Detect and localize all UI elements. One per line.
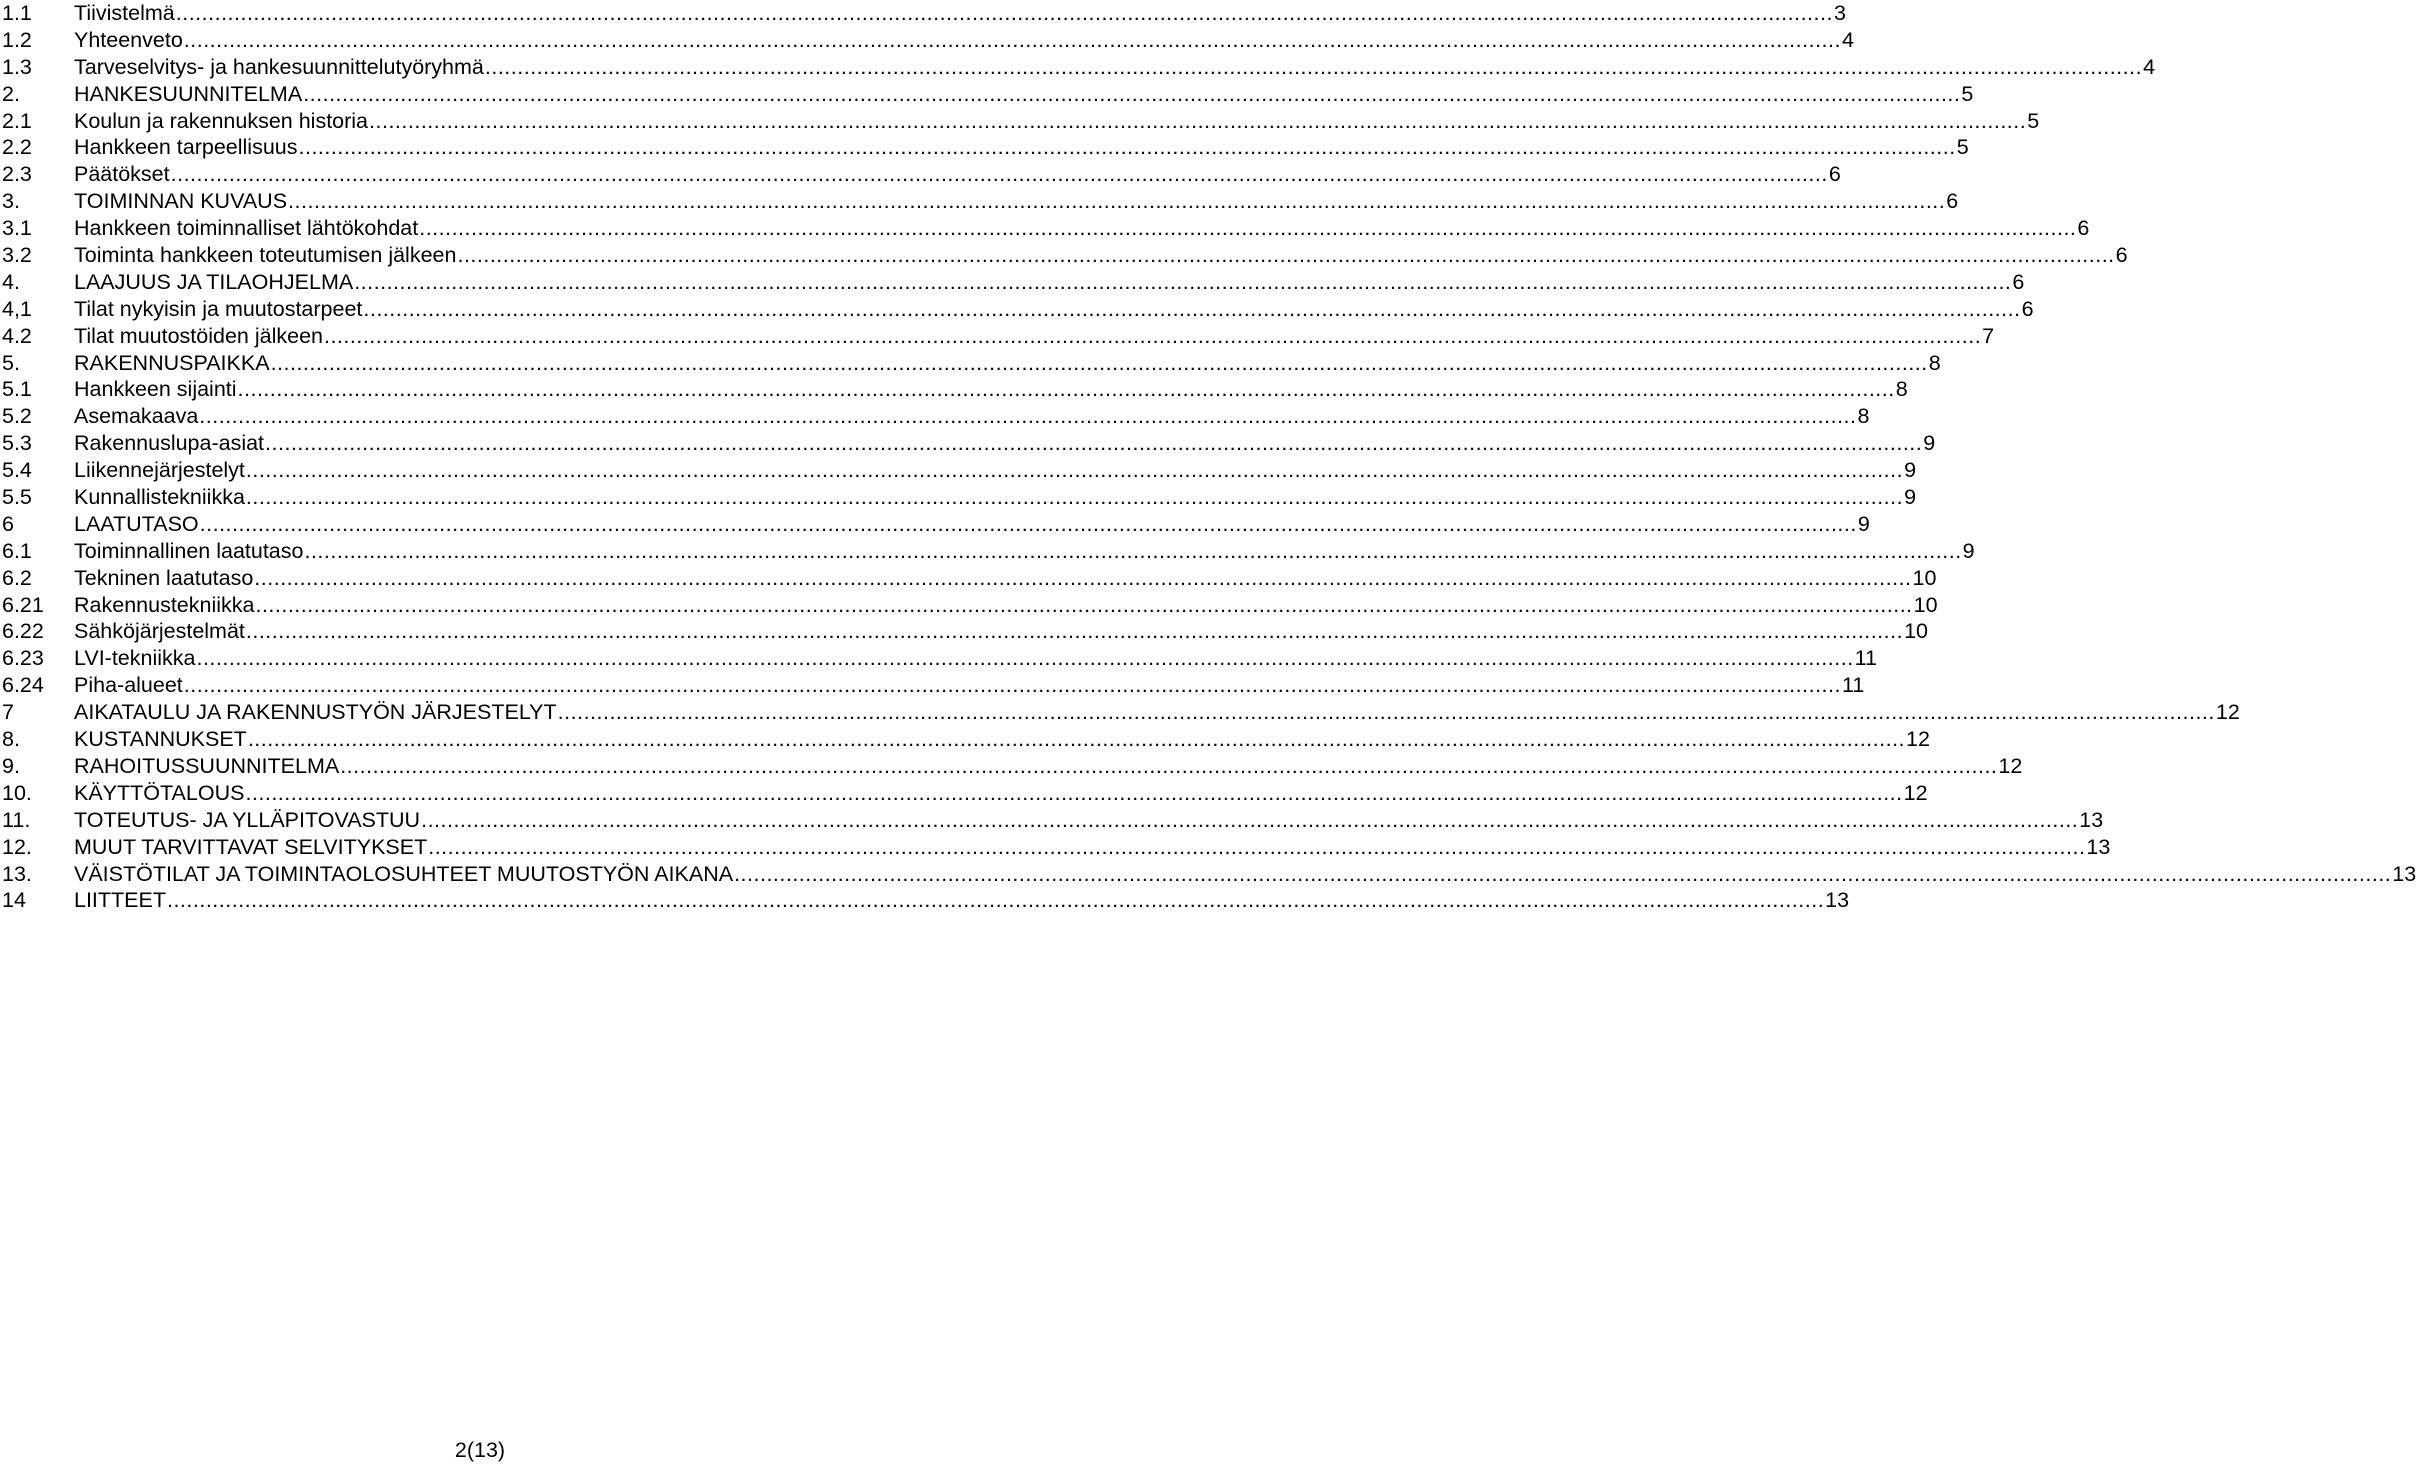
- toc-entry-number: 10.: [2, 780, 32, 805]
- toc-entry-page: 8: [1895, 377, 1908, 402]
- toc-entry-title: Rakennuslupa-asiat: [74, 431, 265, 456]
- toc-entry[interactable]: [0, 403, 1870, 430]
- toc-entry[interactable]: [0, 134, 1969, 161]
- toc-entry-page: 11: [1841, 673, 1865, 698]
- toc-entry-number: 6.22: [2, 619, 44, 644]
- toc-dot-leader: [246, 484, 1903, 511]
- toc-entry-title: Hankkeen sijainti: [74, 377, 237, 402]
- toc-dot-leader: [457, 242, 2114, 269]
- toc-entry[interactable]: [0, 323, 1995, 350]
- toc-entry-page: 5: [2027, 108, 2040, 133]
- toc-entry-number: 3.2: [2, 243, 32, 268]
- toc-entry-page: 6: [2077, 216, 2090, 241]
- toc-entry-page: 9: [1904, 458, 1917, 483]
- toc-entry-title: Toiminta hankkeen toteutumisen jälkeen: [74, 243, 457, 268]
- toc-dot-leader: [304, 538, 1961, 565]
- toc-dot-leader: [254, 565, 1911, 592]
- toc-entry-page: 12: [1998, 753, 2023, 778]
- toc-entry-title: LAAJUUS JA TILAOHJELMA: [74, 269, 354, 294]
- toc-entry-number: 9.: [2, 753, 20, 778]
- toc-dot-leader: [340, 753, 1997, 780]
- toc-entry[interactable]: [0, 592, 1938, 619]
- toc-entry[interactable]: [0, 511, 1870, 538]
- toc-entry-number: 5.4: [2, 458, 32, 483]
- toc-entry[interactable]: [0, 242, 2128, 269]
- toc-entry-number: 5.3: [2, 431, 32, 456]
- toc-entry-title: Hankkeen tarpeellisuus: [74, 135, 298, 160]
- toc-entry-page: 10: [1904, 619, 1928, 644]
- toc-entry-title: Hankkeen toiminnalliset lähtökohdat: [74, 216, 419, 241]
- toc-entry[interactable]: [0, 161, 1841, 188]
- toc-entry-number: 3.1: [2, 216, 32, 241]
- toc-entry[interactable]: [0, 565, 1937, 592]
- toc-dot-leader: [245, 780, 1902, 807]
- toc-dot-leader: [200, 511, 1857, 538]
- toc-entry[interactable]: [0, 861, 2416, 888]
- toc-dot-leader: [303, 81, 1960, 108]
- page-number: 2(13): [454, 1438, 506, 1462]
- toc-entry-title: LAATUTASO: [74, 511, 199, 536]
- toc-entry-page: 6: [2021, 296, 2034, 321]
- toc-dot-leader: [184, 27, 1841, 54]
- toc-entry-title: Liikennejärjestelyt: [74, 458, 245, 483]
- toc-entry[interactable]: [0, 834, 2111, 861]
- toc-entry-page: 6: [1946, 189, 1959, 214]
- toc-entry-page: 13: [2392, 861, 2416, 886]
- toc-dot-leader: [199, 403, 1856, 430]
- toc-entry-number: 4,1: [2, 296, 32, 321]
- toc-entry[interactable]: [0, 726, 1930, 753]
- toc-entry-number: 7: [2, 700, 14, 725]
- toc-entry[interactable]: [0, 780, 1928, 807]
- toc-dot-leader: [299, 134, 1956, 161]
- toc-entry-page: 12: [1903, 780, 1928, 805]
- toc-entry-number: 8.: [2, 727, 20, 752]
- toc-entry[interactable]: [0, 484, 1917, 511]
- toc-entry-title: RAKENNUSPAIKKA: [74, 350, 270, 375]
- toc-entry-page: 4: [1841, 27, 1854, 52]
- toc-entry-page: 5: [1956, 135, 1969, 160]
- toc-entry-number: 6.21: [2, 592, 44, 617]
- toc-entry[interactable]: [0, 0, 1846, 27]
- toc-dot-leader: [288, 188, 1945, 215]
- toc-entry-page: 9: [1923, 431, 1936, 456]
- toc-entry[interactable]: [0, 269, 2025, 296]
- toc-entry-page: 12: [1906, 727, 1930, 752]
- toc-dot-leader: [354, 269, 2011, 296]
- toc-entry-page: 13: [1825, 888, 1850, 913]
- toc-entry-page: 9: [1904, 485, 1917, 510]
- toc-entry-page: 9: [1962, 538, 1975, 563]
- toc-dot-leader: [176, 0, 1833, 27]
- toc-entry-number: 14: [2, 888, 26, 913]
- toc-entry-number: 6.24: [2, 673, 44, 698]
- toc-entry-page: 10: [1912, 565, 1937, 590]
- toc-entry[interactable]: [0, 538, 1975, 565]
- toc-entry-number: 2.: [2, 81, 20, 106]
- toc-entry[interactable]: [0, 108, 2040, 135]
- toc-entry[interactable]: [0, 188, 1959, 215]
- toc-entry-number: 4.2: [2, 323, 32, 348]
- toc-entry-page: 3: [1833, 1, 1846, 25]
- toc-dot-leader: [428, 834, 2085, 861]
- toc-entry-title: Kunnallistekniikka: [74, 485, 245, 510]
- toc-entry-page: 8: [1928, 350, 1941, 375]
- toc-entry-title: Sähköjärjestelmät: [74, 619, 245, 644]
- toc-entry-title: Asemakaava: [74, 404, 199, 429]
- toc-entry[interactable]: [0, 27, 1854, 54]
- toc-entry-number: 5.1: [2, 377, 32, 402]
- toc-entry[interactable]: [0, 699, 2240, 726]
- toc-dot-leader: [246, 457, 1903, 484]
- toc-entry-title: Koulun ja rakennuksen historia: [74, 108, 369, 133]
- toc-dot-leader: [558, 699, 2215, 726]
- toc-entry[interactable]: [0, 81, 1974, 108]
- toc-dot-leader: [265, 430, 1922, 457]
- toc-entry-page: 12: [2215, 700, 2240, 725]
- toc-entry-page: 5: [1961, 81, 1974, 106]
- toc-entry-page: 9: [1857, 511, 1870, 536]
- toc-entry[interactable]: [0, 807, 2104, 834]
- toc-entry-number: 13.: [2, 861, 32, 886]
- toc-entry-title: KUSTANNUKSET: [74, 727, 247, 752]
- toc-entry-page: 11: [1854, 646, 1877, 671]
- toc-entry-page: 10: [1913, 592, 1938, 617]
- toc-entry[interactable]: [0, 376, 1908, 403]
- toc-entry-number: 11.: [2, 807, 31, 832]
- toc-entry-title: VÄISTÖTILAT JA TOIMINTAOLOSUHTEET MUUTOSTYÖN AIKANA: [74, 861, 734, 886]
- toc-entry-title: HANKESUUNNITELMA: [74, 81, 303, 106]
- toc-entry-number: 6.23: [2, 646, 44, 671]
- toc-entry-title: Tiivistelmä: [74, 1, 175, 25]
- toc-dot-leader: [167, 887, 1824, 914]
- toc-dot-leader: [171, 161, 1828, 188]
- toc-dot-leader: [238, 376, 1895, 403]
- toc-entry-number: 2.1: [2, 108, 32, 133]
- toc-entry-page: 6: [1828, 162, 1841, 187]
- toc-entry-number: 6: [2, 511, 14, 536]
- toc-dot-leader: [271, 350, 1928, 377]
- toc-dot-leader: [246, 618, 1903, 645]
- toc-entry-title: RAHOITUSSUUNNITELMA: [74, 753, 340, 778]
- toc-entry-title: Piha-alueet: [74, 673, 183, 698]
- toc-entry-number: 5.2: [2, 404, 32, 429]
- toc-entry[interactable]: [0, 430, 1936, 457]
- toc-dot-leader: [369, 108, 2026, 135]
- toc-entry-number: 2.3: [2, 162, 32, 187]
- toc-entry-page: 6: [2115, 243, 2128, 268]
- toc-dot-leader: [421, 807, 2078, 834]
- toc-entry-number: 4.: [2, 269, 20, 294]
- toc-dot-leader: [324, 323, 1981, 350]
- toc-entry-title: Tarveselvitys- ja hankesuunnittelutyöryhmä: [74, 54, 484, 79]
- toc-entry-title: Rakennustekniikka: [74, 592, 255, 617]
- toc-entry-title: TOTEUTUS- JA YLLÄPITOVASTUU: [74, 807, 421, 832]
- toc-dot-leader: [196, 645, 1853, 672]
- toc-entry-title: AIKATAULU JA RAKENNUSTYÖN JÄRJESTELYT: [74, 700, 557, 725]
- toc-dot-leader: [485, 54, 2142, 81]
- toc-entry-title: Tekninen laatutaso: [74, 565, 254, 590]
- toc-entry-title: Toiminnallinen laatutaso: [74, 538, 304, 563]
- toc-entry-page: 8: [1857, 404, 1870, 429]
- toc-dot-leader: [248, 726, 1905, 753]
- toc-entry-page: 13: [2086, 834, 2111, 859]
- toc-entry-title: LVI-tekniikka: [74, 646, 196, 671]
- toc-entry-number: 3.: [2, 189, 20, 214]
- toc-dot-leader: [363, 296, 2020, 323]
- toc-entry-title: Yhteenveto: [74, 27, 183, 52]
- toc-entry-number: 5.: [2, 350, 20, 375]
- toc-entry-number: 5.5: [2, 485, 32, 510]
- toc-entry-page: 7: [1982, 323, 1995, 348]
- toc-entry[interactable]: [0, 54, 2156, 81]
- toc-dot-leader: [184, 672, 1841, 699]
- toc-entry[interactable]: [0, 618, 1928, 645]
- toc-entry-number: 6.2: [2, 565, 32, 590]
- toc-entry-page: 4: [2143, 54, 2156, 79]
- toc-entry-title: KÄYTTÖTALOUS: [74, 780, 245, 805]
- toc-entry-number: 2.2: [2, 135, 32, 160]
- toc-entry[interactable]: [0, 457, 1917, 484]
- toc-entry-number: 1.1: [2, 1, 32, 25]
- toc-entry[interactable]: [0, 672, 1865, 699]
- toc-entry[interactable]: [0, 645, 1877, 672]
- toc-entry-title: LIITTEET: [74, 888, 166, 913]
- toc-entry-title: Päätökset: [74, 162, 170, 187]
- toc-entry-page: 6: [2012, 269, 2025, 294]
- toc-dot-leader: [419, 215, 2076, 242]
- toc-entry[interactable]: [0, 753, 2023, 780]
- toc-entry-number: 6.1: [2, 538, 32, 563]
- toc-entry-title: MUUT TARVITTAVAT SELVITYKSET: [74, 834, 428, 859]
- toc-dot-leader: [255, 592, 1912, 619]
- toc-entry[interactable]: [0, 296, 2034, 323]
- toc-entry[interactable]: [0, 887, 1850, 914]
- toc-entry-number: 1.2: [2, 27, 32, 52]
- toc-entry[interactable]: [0, 215, 2090, 242]
- toc-entry-title: Tilat nykyisin ja muutostarpeet: [74, 296, 363, 321]
- toc-entry-title: TOIMINNAN KUVAUS: [74, 189, 288, 214]
- toc-entry-number: 1.3: [2, 54, 32, 79]
- toc-entry-page: 13: [2079, 807, 2104, 832]
- toc-entry[interactable]: [0, 350, 1941, 377]
- toc-entry-number: 12.: [2, 834, 32, 859]
- toc-entry-title: Tilat muutostöiden jälkeen: [74, 323, 323, 348]
- toc-dot-leader: [734, 861, 2391, 888]
